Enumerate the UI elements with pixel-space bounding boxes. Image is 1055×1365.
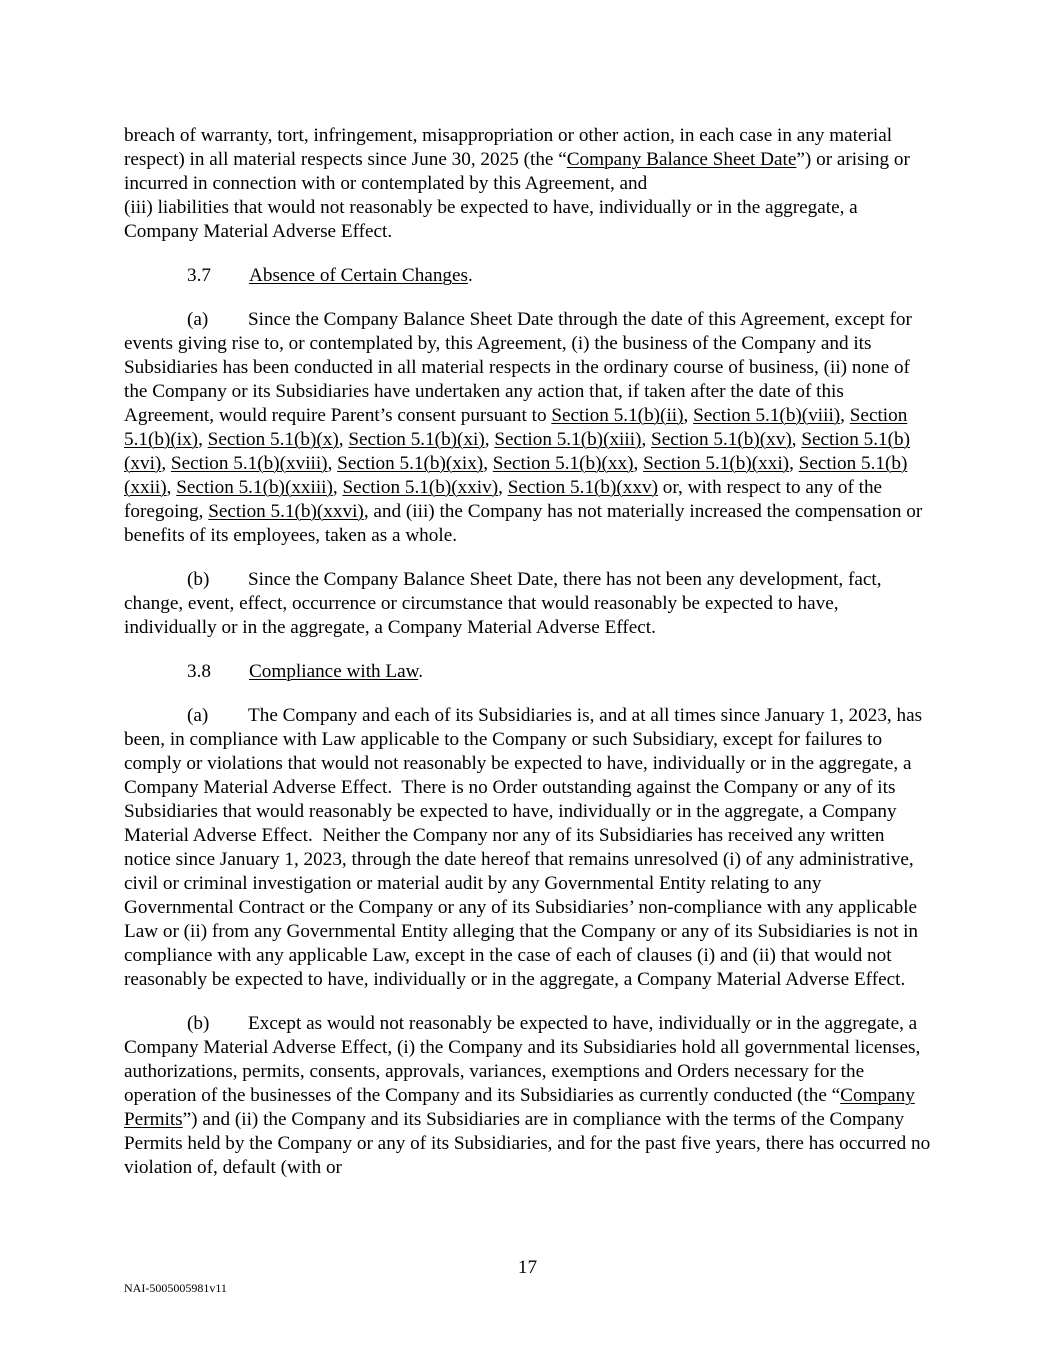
section-reference-link[interactable]: Section 5.1(b)(xvi)	[124, 429, 911, 474]
clause-text: Except as would not reasonably be expected to have, individually or in the aggregate, a Company Material Adverse Effect, (i) the Company and its Subsidiaries hold all governmental licenses, authorizations, permits, consents, approvals, variances, exemptions and Orders necessary for the operation of the businesses of the Company and its Subsidiaries as currently conducted (the “	[124, 1013, 921, 1106]
section-reference-link[interactable]: Section 5.1(b)(xxv)	[507, 477, 658, 498]
paragraph-text: ”) or arising or incurred in connection with or contemplated by this Agreement, and	[124, 149, 910, 194]
clause-text: ”) and (ii) the Company and its Subsidiaries are in compliance with the terms of the Company Permits held by the Company or any of its Subsidiaries, and for the past five years, there has occurred no violation of, default (with or	[124, 1109, 931, 1178]
section-reference-link[interactable]: Section 5.1(b)(xi)	[348, 429, 485, 450]
separator: ,	[840, 405, 850, 426]
separator: ,	[332, 477, 343, 498]
separator: ,	[789, 453, 799, 474]
heading-period: .	[468, 265, 473, 286]
section-title: Compliance with Law	[249, 661, 419, 682]
section-reference-link[interactable]: Section 5.1(b)(xxiii)	[176, 477, 333, 498]
separator: ,	[161, 453, 171, 474]
separator: ,	[483, 453, 493, 474]
section-reference-link[interactable]: Section 5.1(b)(xviii)	[170, 453, 328, 474]
section-reference-link[interactable]: Section 5.1(b)(xxii)	[124, 453, 908, 498]
separator: ,	[791, 429, 802, 450]
section-3-8-a	[124, 704, 934, 992]
separator: ,	[641, 429, 652, 450]
section-3-7-a	[124, 308, 934, 548]
section-reference-link[interactable]: Section 5.1(b)(xxi)	[643, 453, 790, 474]
separator: ,	[166, 477, 177, 498]
section-reference-link[interactable]: Section 5.1(b)(xv)	[651, 429, 792, 450]
clause-text: Since the Company Balance Sheet Date, there has not been any development, fact, change, event, effect, occurrence or circumstance that would reasonably be expected to have, individually or in the aggregate, a Company Material Adverse Effect.	[124, 569, 882, 638]
section-title: Absence of Certain Changes	[249, 265, 468, 286]
paragraph-text: (iii) liabilities that would not reasonably be expected to have, individually or in the aggregate, a Company Material Adverse Effect.	[124, 197, 858, 242]
separator: ,	[498, 477, 508, 498]
section-3-7-b	[124, 568, 934, 640]
clause-label: (b)	[187, 569, 210, 590]
clause-label: (b)	[187, 1013, 210, 1034]
section-reference-link[interactable]: Section 5.1(b)(xxiv)	[342, 477, 499, 498]
clause-text: The Company and each of its Subsidiaries is, and at all times since January 1, 2023, has been, in compliance with Law applicable to the Company or such Subsidiary, except for failures to comply or violations that would not reasonably be expected to have, individually or in the aggregate, a Company Material Adverse Effect. There is no Order outstanding against the Company or any of its Subsidiaries that would reasonably be expected to have, individually or in the aggregate, a Company Material Adverse Effect. Neither the Company nor any of its Subsidiaries has received any written notice since January 1, 2023, through the date hereof that remains unresolved (i) of any administrative, civil or criminal investigation or material audit by any Governmental Entity relating to any Governmental Contract or the Company or any of its Subsidiaries’ non-compliance with any applicable Law or (ii) from any Governmental Entity alleging that the Company or any of its Subsidiaries is not in compliance with any applicable Law, except in the case of each of clauses (i) and (ii) that would not reasonably be expected to have, individually or in the aggregate, a Company Material Adverse Effect.	[124, 705, 927, 990]
section-reference-link[interactable]: Section 5.1(b)(ii)	[551, 405, 684, 426]
separator: ,	[484, 429, 495, 450]
section-reference-link[interactable]: Section 5.1(b)(xiii)	[494, 429, 642, 450]
section-number: 3.8	[187, 661, 211, 682]
clause-text: , and (iii) the Company has not materially increased the compensation or benefits of its employees, taken as a whole.	[124, 501, 923, 546]
section-3-7-heading	[124, 264, 934, 288]
section-reference-link[interactable]: Section 5.1(b)(x)	[207, 429, 339, 450]
clause-text: or, with respect to any of the foregoing,	[124, 477, 883, 522]
paragraph-text: breach of warranty, tort, infringement, misappropriation or other action, in each case in any material respect) in all material respects since June 30, 2025 (the “	[124, 125, 893, 170]
section-number: 3.7	[187, 265, 211, 286]
separator: ,	[327, 453, 338, 474]
section-3-8-heading	[124, 660, 934, 684]
page-number: 17	[517, 1257, 538, 1278]
heading-period: .	[418, 661, 424, 682]
document-id: NAI-5005005981v11	[124, 1281, 227, 1295]
section-3-8-b	[124, 1012, 934, 1180]
separator: ,	[198, 429, 208, 450]
section-reference-link[interactable]: Section 5.1(b)(viii)	[693, 405, 841, 426]
document-body	[124, 124, 934, 1200]
defined-term-company-balance-sheet-date: Company Balance Sheet Date	[566, 149, 797, 170]
section-reference-link[interactable]: Section 5.1(b)(ix)	[124, 405, 908, 450]
clause-label: (a)	[187, 705, 209, 726]
separator: ,	[683, 405, 694, 426]
section-reference-link[interactable]: Section 5.1(b)(xxvi)	[208, 501, 364, 522]
section-reference-link[interactable]: Section 5.1(b)(xix)	[337, 453, 484, 474]
continued-paragraph	[124, 124, 934, 244]
section-reference-link[interactable]: Section 5.1(b)(xx)	[492, 453, 634, 474]
separator: ,	[338, 429, 349, 450]
separator: ,	[633, 453, 644, 474]
clause-text: Since the Company Balance Sheet Date through the date of this Agreement, except for events giving rise to, or contemplated by, this Agreement, (i) the business of the Company and its Subsidiaries has been conducted in all material respects in the ordinary course of business, (ii) none of the Company or its Subsidiaries have undertaken any action that, if taken after the date of this Agreement, would require Parent’s consent pursuant to	[124, 309, 912, 426]
defined-term-company-permits: Company Permits	[124, 1085, 915, 1130]
clause-label: (a)	[187, 309, 209, 330]
